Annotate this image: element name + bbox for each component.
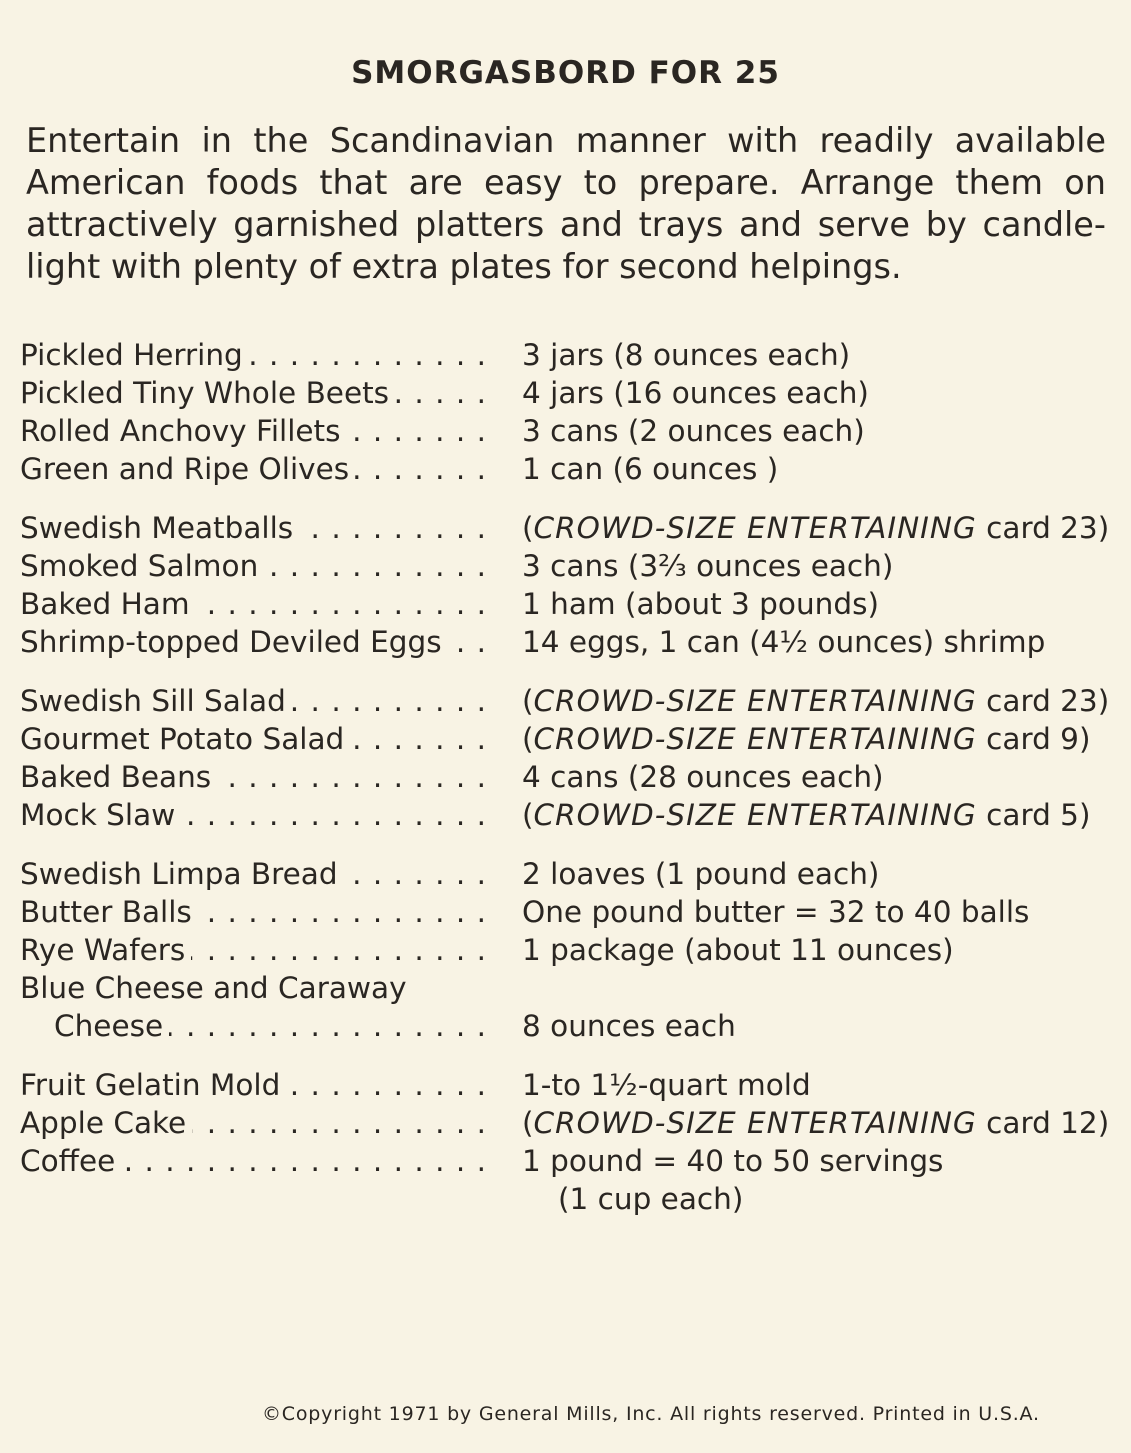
menu-item-reference: (CROWD-SIZE ENTERTAINING card 12): [522, 1106, 1110, 1140]
menu-item-quantity: 3 cans (3⅔ ounces each): [522, 549, 894, 583]
reference-book: CROWD-SIZE ENTERTAINING: [533, 722, 977, 756]
menu-item-name: Rye Wafers . . .: [20, 931, 500, 969]
menu-row: [20, 720, 1110, 758]
menu-item-quantity: 8 ounces each: [522, 1009, 736, 1043]
menu-item-name: Gourmet Potato Salad . . .: [20, 720, 500, 758]
menu-row: [20, 682, 1110, 720]
menu-row: [20, 336, 1110, 374]
menu-item-name: Pickled Herring . . .: [20, 336, 500, 374]
menu-row: [20, 796, 1110, 834]
menu-item-quantity: 1 pound = 40 to 50 servings: [522, 1144, 944, 1178]
reference-book: CROWD-SIZE ENTERTAINING: [533, 1106, 977, 1140]
menu-item-name: Swedish Sill Salad . . .: [20, 682, 500, 720]
reference-card: card 12: [986, 1106, 1098, 1140]
menu-row: [20, 855, 1110, 893]
menu-item-name: Mock Slaw . . .: [20, 796, 500, 834]
menu-item-quantity: 4 cans (28 ounces each): [522, 760, 884, 794]
reference-book: CROWD-SIZE ENTERTAINING: [533, 511, 977, 545]
menu-row: [20, 623, 1110, 661]
menu-row: [20, 547, 1110, 585]
menu-item-name: Blue Cheese and Caraway: [20, 969, 500, 1007]
menu-item-name: Apple Cake . . .: [20, 1104, 500, 1142]
menu-item-name: Fruit Gelatin Mold . . .: [20, 1066, 500, 1104]
menu-row: [20, 893, 1110, 931]
menu-item-name: Rolled Anchovy Fillets . . .: [20, 412, 500, 450]
menu-row: [20, 412, 1110, 450]
menu-item-quantity: (1 cup each): [558, 1182, 744, 1216]
menu-list: [20, 336, 1110, 1239]
menu-item-name: Swedish Meatballs . . .: [20, 509, 500, 547]
reference-book: CROWD-SIZE ENTERTAINING: [533, 684, 977, 718]
menu-row: [20, 969, 1110, 1007]
menu-item-name: Green and Ripe Olives . . .: [20, 450, 500, 488]
menu-item-quantity: 4 jars (16 ounces each): [522, 376, 869, 410]
menu-item-name: Baked Ham . . .: [20, 585, 500, 623]
menu-row: [20, 374, 1110, 412]
reference-card: card 23: [986, 684, 1098, 718]
copyright-notice: ©Copyright 1971 by General Mills, Inc. All rights reserved. Printed in U.S.A.: [262, 1403, 1040, 1425]
menu-group: [20, 336, 1110, 488]
menu-item-reference: (CROWD-SIZE ENTERTAINING card 5): [522, 798, 1091, 832]
menu-item-quantity: 3 jars (8 ounces each): [522, 338, 851, 372]
menu-item-quantity: 3 cans (2 ounces each): [522, 414, 865, 448]
reference-card: card 23: [986, 511, 1098, 545]
menu-item-name: Baked Beans . . .: [20, 758, 500, 796]
menu-item-name: Coffee . . .: [20, 1142, 500, 1180]
menu-item-name: Smoked Salmon . . .: [20, 547, 500, 585]
menu-row: [20, 585, 1110, 623]
menu-item-quantity: 2 loaves (1 pound each): [522, 857, 880, 891]
menu-row: [20, 1007, 1110, 1045]
menu-item-reference: (CROWD-SIZE ENTERTAINING card 23): [522, 511, 1110, 545]
menu-item-quantity: One pound butter = 32 to 40 balls: [522, 895, 1030, 929]
menu-item-reference: (CROWD-SIZE ENTERTAINING card 9): [522, 722, 1091, 756]
menu-row: [20, 1180, 1110, 1218]
intro-paragraph: Entertain in the Scandinavian manner with readily available American foods that are easy to prepare. Arrange them on attractively garnished platters and trays and serve by candle-light with plenty of extra plates for second helpings.: [26, 121, 1106, 286]
menu-item-quantity: 1-to 1½-quart mold: [522, 1068, 811, 1102]
menu-group: [20, 1066, 1110, 1218]
menu-item-name: Cheese . . .: [20, 1007, 500, 1045]
menu-row: [20, 1142, 1110, 1180]
menu-item-name: [20, 1180, 500, 1218]
reference-card: card 9: [986, 722, 1079, 756]
menu-group: [20, 509, 1110, 661]
reference-book: CROWD-SIZE ENTERTAINING: [533, 798, 977, 832]
reference-card: card 5: [986, 798, 1079, 832]
menu-item-name: Pickled Tiny Whole Beets . . .: [20, 374, 500, 412]
menu-row: [20, 758, 1110, 796]
menu-item-quantity: 1 ham (about 3 pounds): [522, 587, 879, 621]
menu-group: [20, 682, 1110, 834]
menu-item-quantity: 1 can (6 ounces ): [522, 452, 779, 486]
menu-item-name: Shrimp-topped Deviled Eggs . . .: [20, 623, 500, 661]
menu-row: [20, 450, 1110, 488]
menu-item-name: Butter Balls . . .: [20, 893, 500, 931]
menu-row: [20, 509, 1110, 547]
menu-group: [20, 855, 1110, 1045]
menu-item-quantity: 1 package (about 11 ounces): [522, 933, 954, 967]
menu-row: [20, 1104, 1110, 1142]
menu-row: [20, 1066, 1110, 1104]
menu-item-reference: (CROWD-SIZE ENTERTAINING card 23): [522, 684, 1110, 718]
menu-item-quantity: 14 eggs, 1 can (4½ ounces) shrimp: [522, 625, 1046, 659]
menu-row: [20, 931, 1110, 969]
page-title: SMORGASBORD FOR 25: [351, 55, 780, 91]
menu-item-name: Swedish Limpa Bread . . .: [20, 855, 500, 893]
